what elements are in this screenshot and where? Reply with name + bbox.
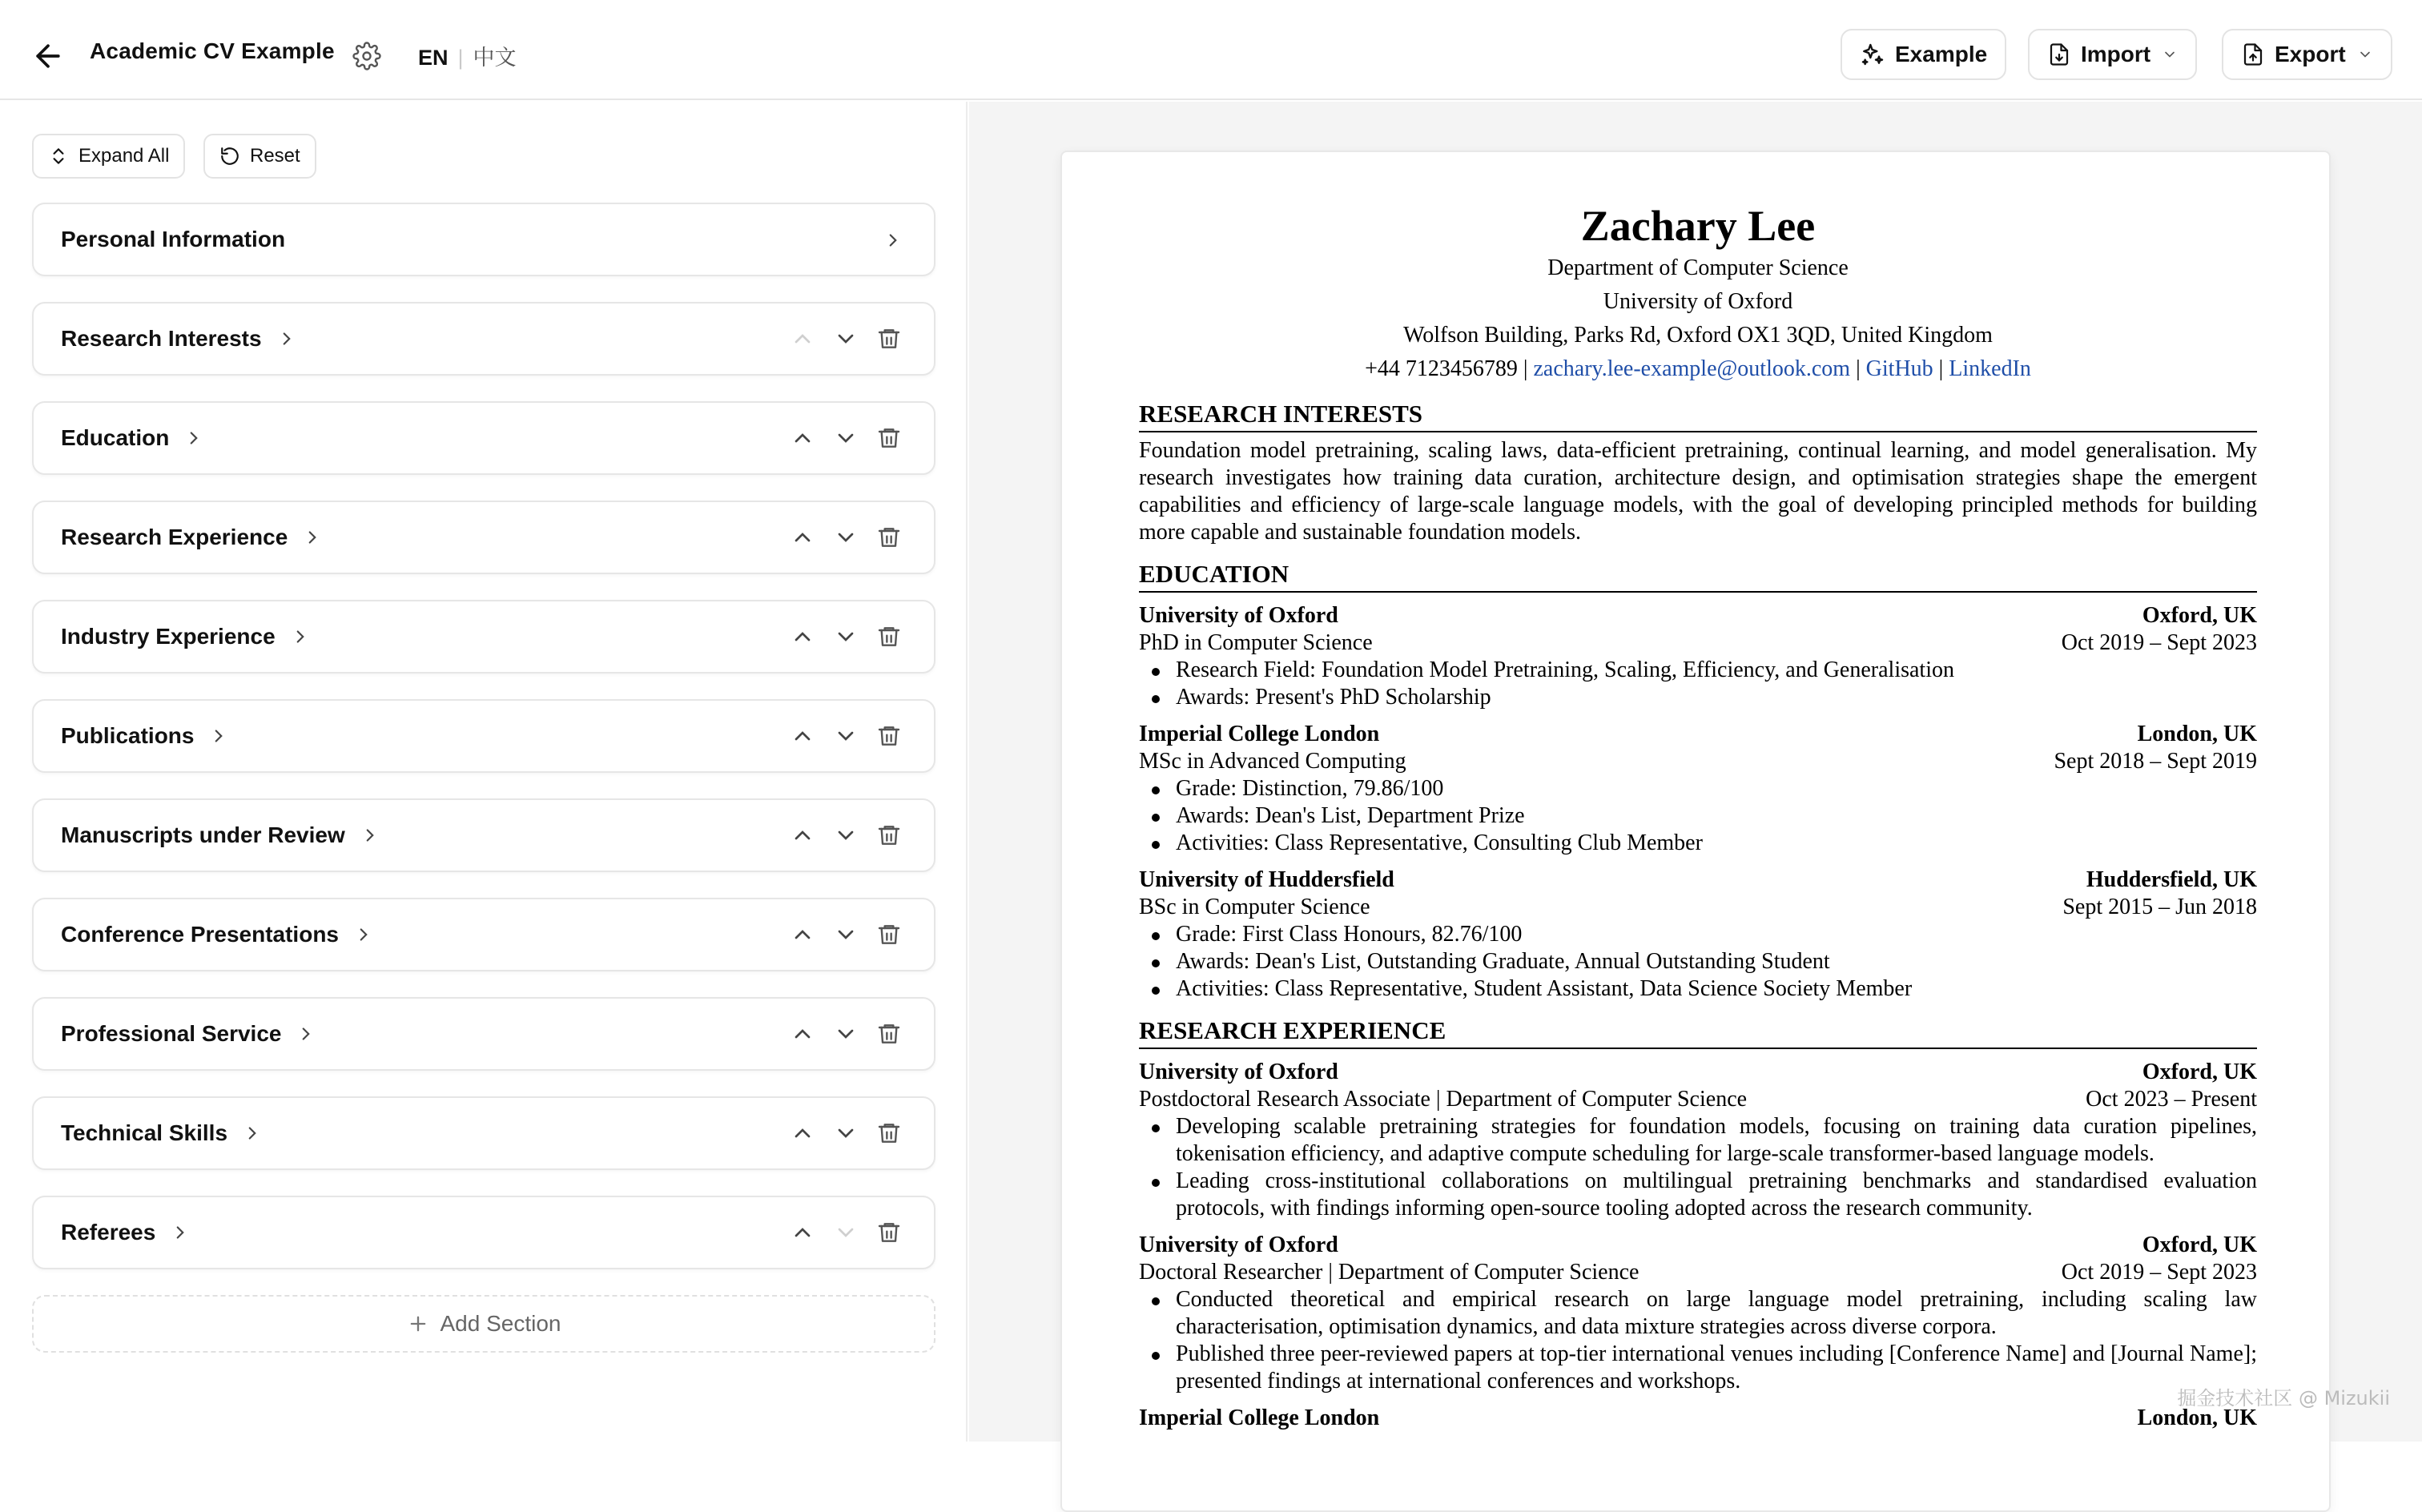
move-up-icon[interactable] [790, 822, 815, 848]
reset-label: Reset [250, 145, 300, 167]
section-professional-service[interactable] [32, 997, 935, 1071]
back-arrow-icon[interactable] [30, 38, 66, 74]
trash-icon[interactable] [876, 326, 902, 352]
import-button-label: Import [2081, 42, 2151, 66]
move-down-icon[interactable] [833, 1120, 859, 1146]
expand-all-label: Expand All [78, 145, 170, 167]
section-actions [790, 1220, 902, 1245]
section-technical-skills[interactable] [32, 1096, 935, 1170]
trash-icon[interactable] [876, 624, 902, 649]
cv-bullet: Conducted theoretical and empirical research on large language model pretraining, including scaling law characterisation, optimisation dynamics, and data mixture strategies across diverse corpora. [1139, 1286, 2257, 1341]
cv-university: University of Oxford [1603, 289, 1793, 314]
trash-icon[interactable] [876, 525, 902, 550]
trash-icon[interactable] [876, 425, 902, 451]
cv-role: BSc in Computer Science [1139, 895, 1370, 919]
chevron-right-icon [290, 626, 311, 647]
move-down-icon[interactable] [833, 1021, 859, 1047]
cv-role: PhD in Computer Science [1139, 630, 1373, 655]
cv-research-entry [1139, 1059, 2257, 1222]
cv-research-interests-text: Foundation model pretraining, scaling laws, data-efficient pretraining, continual learning, and model generalisation. My research investigates how training data curation, architecture design, and optimisation strategies shape the emergent capabilities and efficiency of large-scale language models, with the goal of developing principled methods for building more capable and sustainable foundation models. [1139, 438, 2257, 545]
file-export-icon [2241, 42, 2265, 66]
file-import-icon [2047, 42, 2071, 66]
section-label: Personal Information [61, 227, 286, 251]
cv-contact-line: +44 7123456789 | zachary.lee-example@outlook.com | GitHub | LinkedIn [1365, 356, 2031, 381]
trash-icon[interactable] [876, 1120, 902, 1146]
chevron-right-icon [883, 230, 903, 251]
import-button[interactable] [2028, 29, 2197, 80]
trash-icon[interactable] [876, 1021, 902, 1047]
add-section-label: Add Section [440, 1311, 561, 1336]
section-actions [790, 1021, 902, 1047]
chevron-right-icon [296, 1023, 316, 1044]
cv-linkedin-link[interactable]: LinkedIn [1949, 356, 2031, 381]
move-up-icon[interactable] [790, 1021, 815, 1047]
cv-entry-header [1139, 1059, 2257, 1086]
section-actions [790, 624, 902, 649]
cv-research-entry [1139, 1405, 2257, 1432]
page-title: Academic CV Example [90, 38, 335, 63]
cv-content [1139, 200, 2257, 1432]
cv-bullet-list [1139, 775, 2257, 857]
cv-org: University of Oxford [1139, 1060, 1338, 1084]
chevron-right-icon [183, 428, 204, 448]
chevron-right-icon [353, 924, 374, 945]
cv-preview-page [1060, 151, 2331, 1512]
move-up-icon[interactable] [790, 1220, 815, 1245]
watermark: 掘金技术社区 @ Mizukii [2177, 1387, 2390, 1409]
expand-all-button[interactable] [32, 134, 185, 179]
cv-education-entry [1139, 602, 2257, 711]
cv-org: Imperial College London [1139, 1405, 1380, 1430]
section-label: Manuscripts under Review [61, 822, 345, 847]
section-actions [790, 326, 902, 352]
chevron-right-icon [170, 1222, 191, 1243]
chevron-down-icon [2357, 46, 2373, 62]
cv-dates: Sept 2015 – Jun 2018 [2062, 895, 2257, 919]
cv-bullet: Grade: Distinction, 79.86/100 [1139, 775, 2257, 802]
cv-bullet-list [1139, 657, 2257, 711]
section-referees[interactable] [32, 1196, 935, 1269]
cv-org: University of Oxford [1139, 603, 1338, 628]
editor-panel [0, 102, 968, 1442]
chevron-right-icon [302, 527, 323, 548]
chevron-right-icon [208, 726, 229, 746]
section-label: Industry Experience [61, 624, 276, 649]
lang-zh-option[interactable]: 中文 [473, 46, 517, 70]
move-up-icon[interactable] [790, 425, 815, 451]
cv-name: Zachary Lee [1580, 202, 1816, 250]
gear-icon[interactable] [352, 42, 381, 70]
cv-department: Department of Computer Science [1547, 255, 1849, 280]
cv-github-link[interactable]: GitHub [1865, 356, 1933, 381]
cv-section-title: RESEARCH EXPERIENCE [1139, 1015, 2257, 1049]
chevrons-up-down-icon [48, 146, 69, 167]
export-button[interactable] [2222, 29, 2392, 80]
section-actions [790, 525, 902, 550]
section-manuscripts-under-review[interactable] [32, 798, 935, 872]
trash-icon[interactable] [876, 822, 902, 848]
move-down-icon [833, 1220, 859, 1245]
move-up-icon [790, 326, 815, 352]
cv-bullet: Awards: Dean's List, Outstanding Graduate, Annual Outstanding Student [1139, 948, 2257, 975]
section-actions [790, 1120, 902, 1146]
cv-section-title: RESEARCH INTERESTS [1139, 399, 2257, 432]
cv-entry-header [1139, 721, 2257, 748]
cv-entry-header [1139, 1232, 2257, 1259]
cv-bullet: Research Field: Foundation Model Pretraining, Scaling, Efficiency, and Generalisation [1139, 657, 2257, 684]
section-label: Research Experience [61, 525, 288, 549]
example-button-label: Example [1895, 42, 1988, 66]
cv-org: Imperial College London [1139, 722, 1380, 746]
add-section-button[interactable] [32, 1295, 935, 1353]
cv-entry-subheader [1139, 748, 2257, 775]
cv-bullet: Activities: Class Representative, Consulting Club Member [1139, 830, 2257, 857]
section-label: Professional Service [61, 1021, 282, 1046]
section-label: Research Interests [61, 326, 262, 351]
section-research-interests[interactable] [32, 302, 935, 376]
cv-bullet: Activities: Class Representative, Student Assistant, Data Science Society Member [1139, 975, 2257, 1003]
trash-icon[interactable] [876, 1220, 902, 1245]
cv-role: Doctoral Researcher | Department of Computer Science [1139, 1260, 1639, 1285]
cv-location: Oxford, UK [2142, 1233, 2257, 1257]
cv-location: London, UK [2137, 722, 2257, 746]
plus-icon [407, 1313, 429, 1335]
cv-section-title: EDUCATION [1139, 559, 2257, 593]
cv-bullet: Grade: First Class Honours, 82.76/100 [1139, 921, 2257, 948]
section-actions [790, 922, 902, 947]
cv-bullet-list [1139, 1286, 2257, 1395]
export-button-label: Export [2275, 42, 2346, 66]
cv-bullet: Leading cross-institutional collaborations on multilingual pretraining benchmarks and standardised evaluation protocols, with findings informing open-source tooling adopted across the research community. [1139, 1168, 2257, 1222]
cv-org: University of Oxford [1139, 1233, 1338, 1257]
section-education[interactable] [32, 401, 935, 475]
section-label: Technical Skills [61, 1120, 228, 1145]
top-bar [0, 0, 2422, 100]
cv-bullet: Published three peer-reviewed papers at top-tier international venues including [Conference Name] and [Journal Name]; presented findings at international conferences and workshops. [1139, 1341, 2257, 1395]
section-label: Conference Presentations [61, 922, 339, 947]
chevron-right-icon [242, 1123, 263, 1144]
cv-role: Postdoctoral Research Associate | Department of Computer Science [1139, 1087, 1748, 1112]
move-up-icon[interactable] [790, 723, 815, 749]
cv-education-entry [1139, 721, 2257, 857]
cv-entry-header [1139, 867, 2257, 894]
reset-icon [219, 146, 240, 167]
move-down-icon[interactable] [833, 425, 859, 451]
cv-bullet-list [1139, 1113, 2257, 1222]
cv-education-entry [1139, 867, 2257, 1003]
cv-bullet: Developing scalable pretraining strategies for foundation models, focusing on training data curation pipelines, tokenisation efficiency, and adaptive compute scheduling for large-scale transformer-based language models. [1139, 1113, 2257, 1168]
cv-location: London, UK [2137, 1405, 2257, 1430]
move-down-icon[interactable] [833, 922, 859, 947]
cv-entry-subheader [1139, 894, 2257, 921]
lang-divider: | [457, 46, 464, 70]
cv-dates: Oct 2023 – Present [2086, 1087, 2257, 1112]
move-up-icon[interactable] [790, 1120, 815, 1146]
cv-address: Wolfson Building, Parks Rd, Oxford OX1 3QD, United Kingdom [1403, 323, 1993, 348]
cv-dates: Oct 2019 – Sept 2023 [2061, 1260, 2257, 1285]
cv-location: Oxford, UK [2142, 603, 2257, 628]
move-down-icon[interactable] [833, 525, 859, 550]
move-up-icon[interactable] [790, 525, 815, 550]
trash-icon[interactable] [876, 723, 902, 749]
cv-location: Huddersfield, UK [2086, 867, 2257, 892]
sparkles-icon [1860, 42, 1885, 67]
cv-bullet: Awards: Present's PhD Scholarship [1139, 684, 2257, 711]
cv-entry-header [1139, 1405, 2257, 1432]
section-publications[interactable] [32, 699, 935, 773]
language-switcher [418, 40, 517, 71]
cv-role: MSc in Advanced Computing [1139, 749, 1406, 774]
cv-bullet: Awards: Dean's List, Department Prize [1139, 802, 2257, 830]
cv-entry-subheader [1139, 629, 2257, 657]
section-industry-experience[interactable] [32, 600, 935, 674]
section-actions [790, 425, 902, 451]
move-up-icon[interactable] [790, 624, 815, 649]
chevron-right-icon [360, 825, 380, 846]
section-actions [790, 723, 902, 749]
move-down-icon[interactable] [833, 624, 859, 649]
section-label: Publications [61, 723, 195, 748]
chevron-right-icon [276, 328, 297, 349]
cv-entry-header [1139, 602, 2257, 629]
example-button[interactable] [1841, 29, 2006, 80]
move-down-icon[interactable] [833, 723, 859, 749]
cv-dates: Oct 2019 – Sept 2023 [2061, 630, 2257, 655]
lang-en-option[interactable]: EN [418, 46, 449, 70]
move-down-icon[interactable] [833, 326, 859, 352]
chevron-down-icon [2162, 46, 2178, 62]
cv-phone: +44 7123456789 [1365, 356, 1518, 381]
reset-button[interactable] [203, 134, 316, 179]
section-personal-information[interactable] [32, 203, 935, 276]
move-down-icon[interactable] [833, 822, 859, 848]
cv-email-link[interactable]: zachary.lee-example@outlook.com [1533, 356, 1851, 381]
cv-entry-subheader [1139, 1086, 2257, 1113]
cv-location: Oxford, UK [2142, 1060, 2257, 1084]
cv-entry-subheader [1139, 1259, 2257, 1286]
section-actions [790, 822, 902, 848]
section-label: Education [61, 425, 170, 450]
section-conference-presentations[interactable] [32, 898, 935, 971]
cv-research-entry [1139, 1232, 2257, 1395]
cv-org: University of Huddersfield [1139, 867, 1394, 892]
section-label: Referees [61, 1220, 156, 1245]
section-research-experience[interactable] [32, 501, 935, 574]
move-up-icon[interactable] [790, 922, 815, 947]
cv-bullet-list [1139, 921, 2257, 1003]
cv-dates: Sept 2018 – Sept 2019 [2054, 749, 2257, 774]
trash-icon[interactable] [876, 922, 902, 947]
